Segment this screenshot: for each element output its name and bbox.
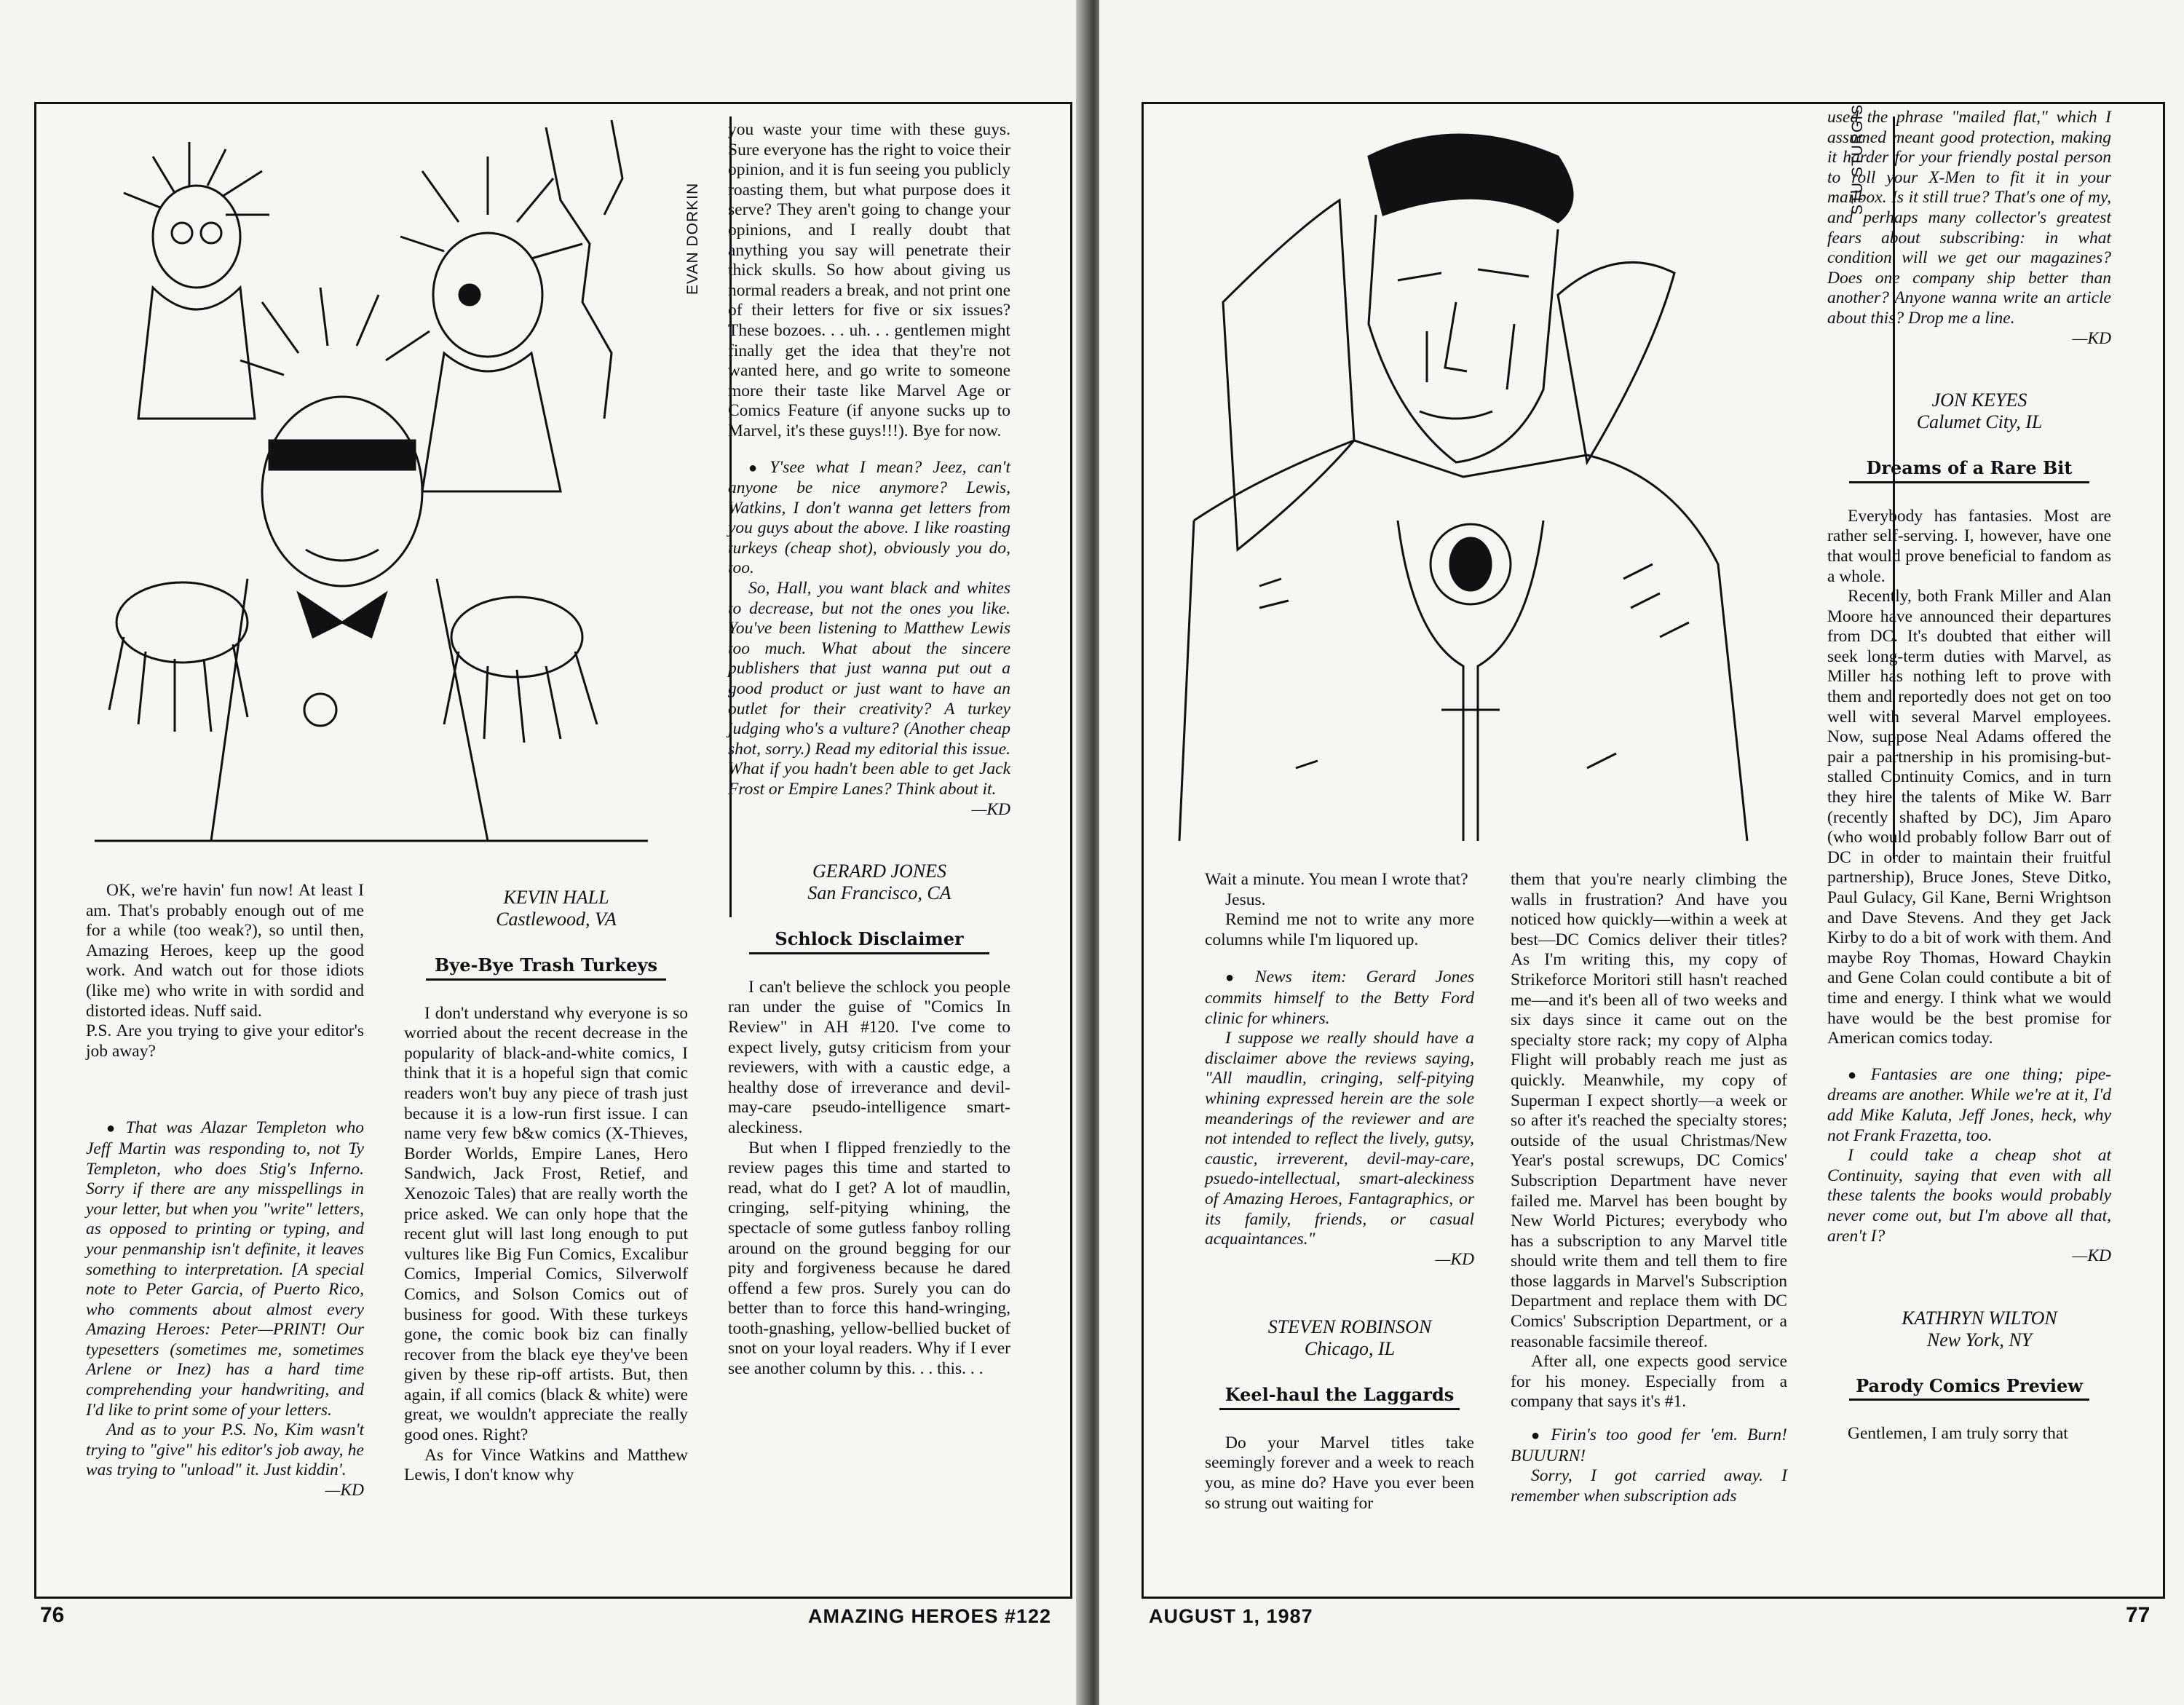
illustration-group-portrait — [80, 113, 662, 848]
editor-reply-text: Firin's too good fer 'em. Burn! BUUURN! — [1511, 1425, 1787, 1465]
editor-reply: So, Hall, you want black and whites to decrease, but not the ones you like. You've been listening to Matthew Lewis too much. What about the sincere publishers that just wanna put out a good product or just want to have an outlet for their creativity? A turkey judging who's a vulture? (Another cheap shot, sorry.) Read my editorial this issue. What if you hadn't been able to get Jack Frost or Empire Lanes? Think about it. — [728, 579, 1010, 799]
letter-paragraph: Jesus. — [1225, 890, 1266, 909]
letter-paragraph: them that you're nearly climbing the walls in frustration? And have you noticed how quickly—within a week at best—DC Comics deliver their titles? As I'm writing this, my copy of Strikeforce Moritori still hasn't reached me—and it's been all of two weeks and six days since it came out on the specialty store rack; my copy of Alpha Flight will probably reach me just as quickly. Meanwhile, my copy of Superman I expect shortly—a week or so after it's reached the specialty stores; outside of the usual Christmas/New Year's postal screwups, DC Comics' Subscription Department have never failed me. Marvel has been bought by New World Pictures; everybody who has a subscription to any Marvel title should write them and tell them to fire those laggards in Marvel's Subscription Department and replace them with DC Comics' Subscription Department, or a reasonable facsimile thereof. — [1511, 870, 1787, 1351]
letter-paragraph: OK, we're havin' fun now! At least I am. That's probably enough out of me for a while (too weak?), so until then, Amazing Heroes, keep up the good work. And watch out for those idiots (like me) who write in with sordid and distorted ideas. Nuff said. — [86, 881, 364, 1021]
editor-signature: —KD — [971, 799, 1010, 819]
editor-reply — [1827, 1065, 2111, 1146]
letter-headline: Dreams of a Rare Bit — [1849, 452, 2089, 483]
letter-author-city: Calumet City, IL — [1916, 411, 2043, 433]
letter-paragraph: Recently, both Frank Miller and Alan Moore have announced their departures from DC. It's doubted that either will seek long-term duties with Marvel, as Miller has nothing left to prove with them and reportedly does not get on too well with several Marvel employees. Now, suppose Neal Adams offered the pair a partnership in his promising-but-stalled Continuity Comics, and in turn they hire the talents of Mike W. Barr (recently shafted by DC), Jim Aparo (who would probably follow Barr out of DC in order to maintain their fruitful partnership), Bruce Jones, Steve Ditko, Paul Gulacy, Gil Kane, Berni Wrightson and Dave Stevens. And they get Jack Kirby to do a bit of work with them. And maybe Roy Thomas, Howard Chaykin and Gene Colan could contibute a bit of time and energy. I think what we would have would be the best promise for American comics today. — [1827, 587, 2111, 1048]
letter-author-name: KEVIN HALL — [503, 887, 609, 908]
bullet-icon: ● — [106, 1120, 120, 1137]
running-head: AUGUST 1, 1987 — [1149, 1605, 1313, 1627]
bullet-icon: ● — [1848, 1067, 1865, 1083]
letter-paragraph: Everybody has fantasies. Most are rather self-serving. I, however, have one that would prove beneficial to fandom as a whole. — [1827, 506, 2111, 586]
left-column-3 — [728, 120, 1010, 1380]
letter-paragraph: But when I flipped frenziedly to the review pages this time and started to read, what do I get? A lot of maudlin, cringing, self-pitying whining, the spectacle of some gutless fanboy rolling around on the ground begging for our pity and forgiveness because he dared offend a few pros. Surely you can do better than to force this hand-wringing, tooth-gnashing, yellow-bellied bucket of snot on your loyal readers. Why if I ever see another column by this. . . this. . . — [728, 1138, 1010, 1379]
letter-headline: Keel-haul the Laggards — [1219, 1379, 1460, 1410]
editor-reply — [1511, 1425, 1787, 1466]
page-number: 77 — [2126, 1603, 2151, 1627]
ink-drawing — [80, 113, 662, 848]
letter-paragraph: After all, one expects good service for his money. Especially from a company that says it's #1. — [1511, 1352, 1787, 1412]
artist-credit: STU STURGIS — [1849, 103, 1866, 215]
editor-reply-text: Fantasies are one thing; pipe-dreams are another. While we're at it, I'd add Mike Kaluta, Jeff Jones, heck, why not Frank Frazetta, too. — [1827, 1064, 2111, 1145]
letter-paragraph: Wait a minute. You mean I wrote that? — [1205, 870, 1468, 889]
running-head: AMAZING HEROES #122 — [808, 1605, 1052, 1627]
letter-author-name: KATHRYN WILTON — [1902, 1307, 2057, 1329]
bullet-icon: ● — [748, 459, 764, 476]
letter-author-name: STEVEN ROBINSON — [1267, 1316, 1432, 1338]
letter-postscript: P.S. Are you trying to give your editor's job away? — [86, 1021, 364, 1061]
editor-reply: used the phrase "mailed flat," which I assumed meant good protection, making it harder for your friendly postal person to roll your X-Men to fit it in your mailbox. Is it still true? That's one of my, and perhaps many collector's greatest fears about subscribing: in what condition will we get our magazines? Does one company ship better than another? Anyone wanna write an article about this? Drop me a line. — [1827, 108, 2111, 328]
bullet-icon: ● — [1531, 1428, 1546, 1444]
letter-paragraph: you waste your time with these guys. Sure everyone has the right to voice their opinion, and it is fun seeing you publicly roasting them, but what purpose does it serve? They aren't going to change your opinions, and I really doubt that anything you say will penetrate their thick skulls. So how about giving us normal readers a break, and not print one of their letters for five or six issues? These bozoes. . . uh. . . gentlemen might finally get the idea that they're not wanted here, and go write to someone more their taste like Marvel Age or Comics Feature (if anyone sucks up to Marvel, it's these guys!!!). Bye for now. — [728, 120, 1010, 440]
letter-author-city: Chicago, IL — [1304, 1338, 1396, 1360]
editor-reply — [86, 1118, 364, 1420]
editor-signature: —KD — [2072, 328, 2111, 348]
editor-reply-text: Y'see what I mean? Jeez, can't anyone be nice anymore? Lewis, Watkins, I don't wanna get letters from you guys about the above. I like roasting turkeys (cheap shot), obviously you do, too. — [728, 457, 1010, 578]
editor-signature: —KD — [2072, 1246, 2111, 1266]
right-column-3 — [1827, 108, 2111, 1444]
page-number: 76 — [40, 1603, 65, 1627]
right-column-1 — [1205, 870, 1474, 1514]
bullet-icon: ● — [1225, 970, 1249, 986]
right-page — [1099, 0, 2184, 1705]
ink-drawing — [1150, 113, 1813, 855]
letter-paragraph: I can't believe the schlock you people ran under the guise of "Comics In Review" in AH #120. I've come to expect lively, gutsy criticism from your reviewers, with with a caustic edge, a healthy dose of irreverance and devil-may-care pseudo-intelligence smart-aleckiness. — [728, 977, 1010, 1137]
letter-author-name: JON KEYES — [1931, 389, 2027, 411]
artist-credit: EVAN DORKIN — [684, 182, 701, 295]
letter-headline: Schlock Disclaimer — [749, 923, 989, 954]
editor-reply-text: News item: Gerard Jones commits himself to the Betty Ford clinic for whiners. — [1205, 968, 1474, 1028]
letter-paragraph: As for Vince Watkins and Matthew Lewis, I don't know why — [404, 1445, 688, 1485]
editor-signature: —KD — [1435, 1249, 1474, 1269]
letter-author-city: Castlewood, VA — [496, 909, 617, 930]
illustration-caped-figure — [1150, 113, 1813, 855]
left-column-1 — [86, 881, 364, 1501]
letter-paragraph: Do your Marvel titles take seemingly forever and a week to reach you, as mine do? Have you ever been so strung out waiting for — [1205, 1433, 1474, 1513]
letter-author-city: New York, NY — [1926, 1329, 2033, 1350]
letter-headline: Bye-Bye Trash Turkeys — [426, 949, 666, 981]
right-column-2 — [1511, 870, 1787, 1506]
editor-reply: Sorry, I got carried away. I remember when subscription ads — [1511, 1466, 1787, 1506]
left-column-2 — [404, 887, 688, 1486]
editor-reply: I suppose we really should have a disclaimer above the reviews saying, "All maudlin, cringing, self-pitying whining expressed herein are the sole meanderings of the reviewer and are not intended to reflect the lively, gutsy, caustic, irreverent, devil-may-care, psuedo-intellectual, smart-aleckiness of Amazing Heroes, Fantagraphics, or its family, friends, or casual acquaintances." — [1205, 1029, 1474, 1249]
editor-reply — [728, 458, 1010, 579]
letter-author-city: San Francisco, CA — [807, 882, 951, 904]
editor-reply — [1205, 968, 1474, 1029]
left-page — [0, 0, 1085, 1705]
letter-paragraph: Remind me not to write any more columns while I'm liquored up. — [1205, 910, 1474, 949]
editor-reply: I could take a cheap shot at Continuity, saying that even with all these talents the books would probably never come out, but I'm above all that, aren't I? — [1827, 1146, 2111, 1246]
editor-reply-text: That was Alazar Templeton who Jeff Martin was responding to, not Ty Templeton, who does Stig's Inferno. Sorry if there are any misspellings in your letter, but when you "write" letters, as opposed to printing or typing, and your penmanship isn't definite, it leaves something to interpretation. [A special note to Peter Garcia, of Puerto Rico, who comments about almost every Amazing Heroes: Peter—PRINT! Our typesetters (sometimes me, sometimes Arlene or Inez) has a hard time comprehending your handwriting, and I'd like to print some of your letters. — [86, 1118, 364, 1420]
letter-paragraph: Gentlemen, I am truly sorry that — [1848, 1424, 2068, 1444]
letter-paragraph: I don't understand why everyone is so worried about the recent decrease in the popularity of black-and-white comics, I think that it is a hopeful sign that comic readers won't buy any piece of trash just because it is a low-run first issue. I can name very few b&w comics (X-Thieves, Border Worlds, Empire Lanes, Hero Sandwich, Jack Frost, Retief, and Xenozoic Tales) that are really worth the price asked. We can only hope that the recent glut will last long enough to put vultures like Big Fun Comics, Excalibur Comics, Imperial Comics, Silverwolf Comics, and Solson Comics out of business for good. With these turkeys gone, the comic book biz can finally recover from the black eye they've been given by these rip-off artists. But, then again, if all comics (black & white) were great, we wouldn't appreciate the really good ones. Right? — [404, 1003, 688, 1445]
editor-signature: —KD — [325, 1481, 364, 1500]
letter-author-name: GERARD JONES — [812, 861, 947, 882]
editor-reply: And as to your P.S. No, Kim wasn't trying to "give" his editor's job away, he was trying to "unload" it. Just kiddin'. — [86, 1420, 364, 1480]
letter-headline: Parody Comics Preview — [1849, 1370, 2089, 1401]
